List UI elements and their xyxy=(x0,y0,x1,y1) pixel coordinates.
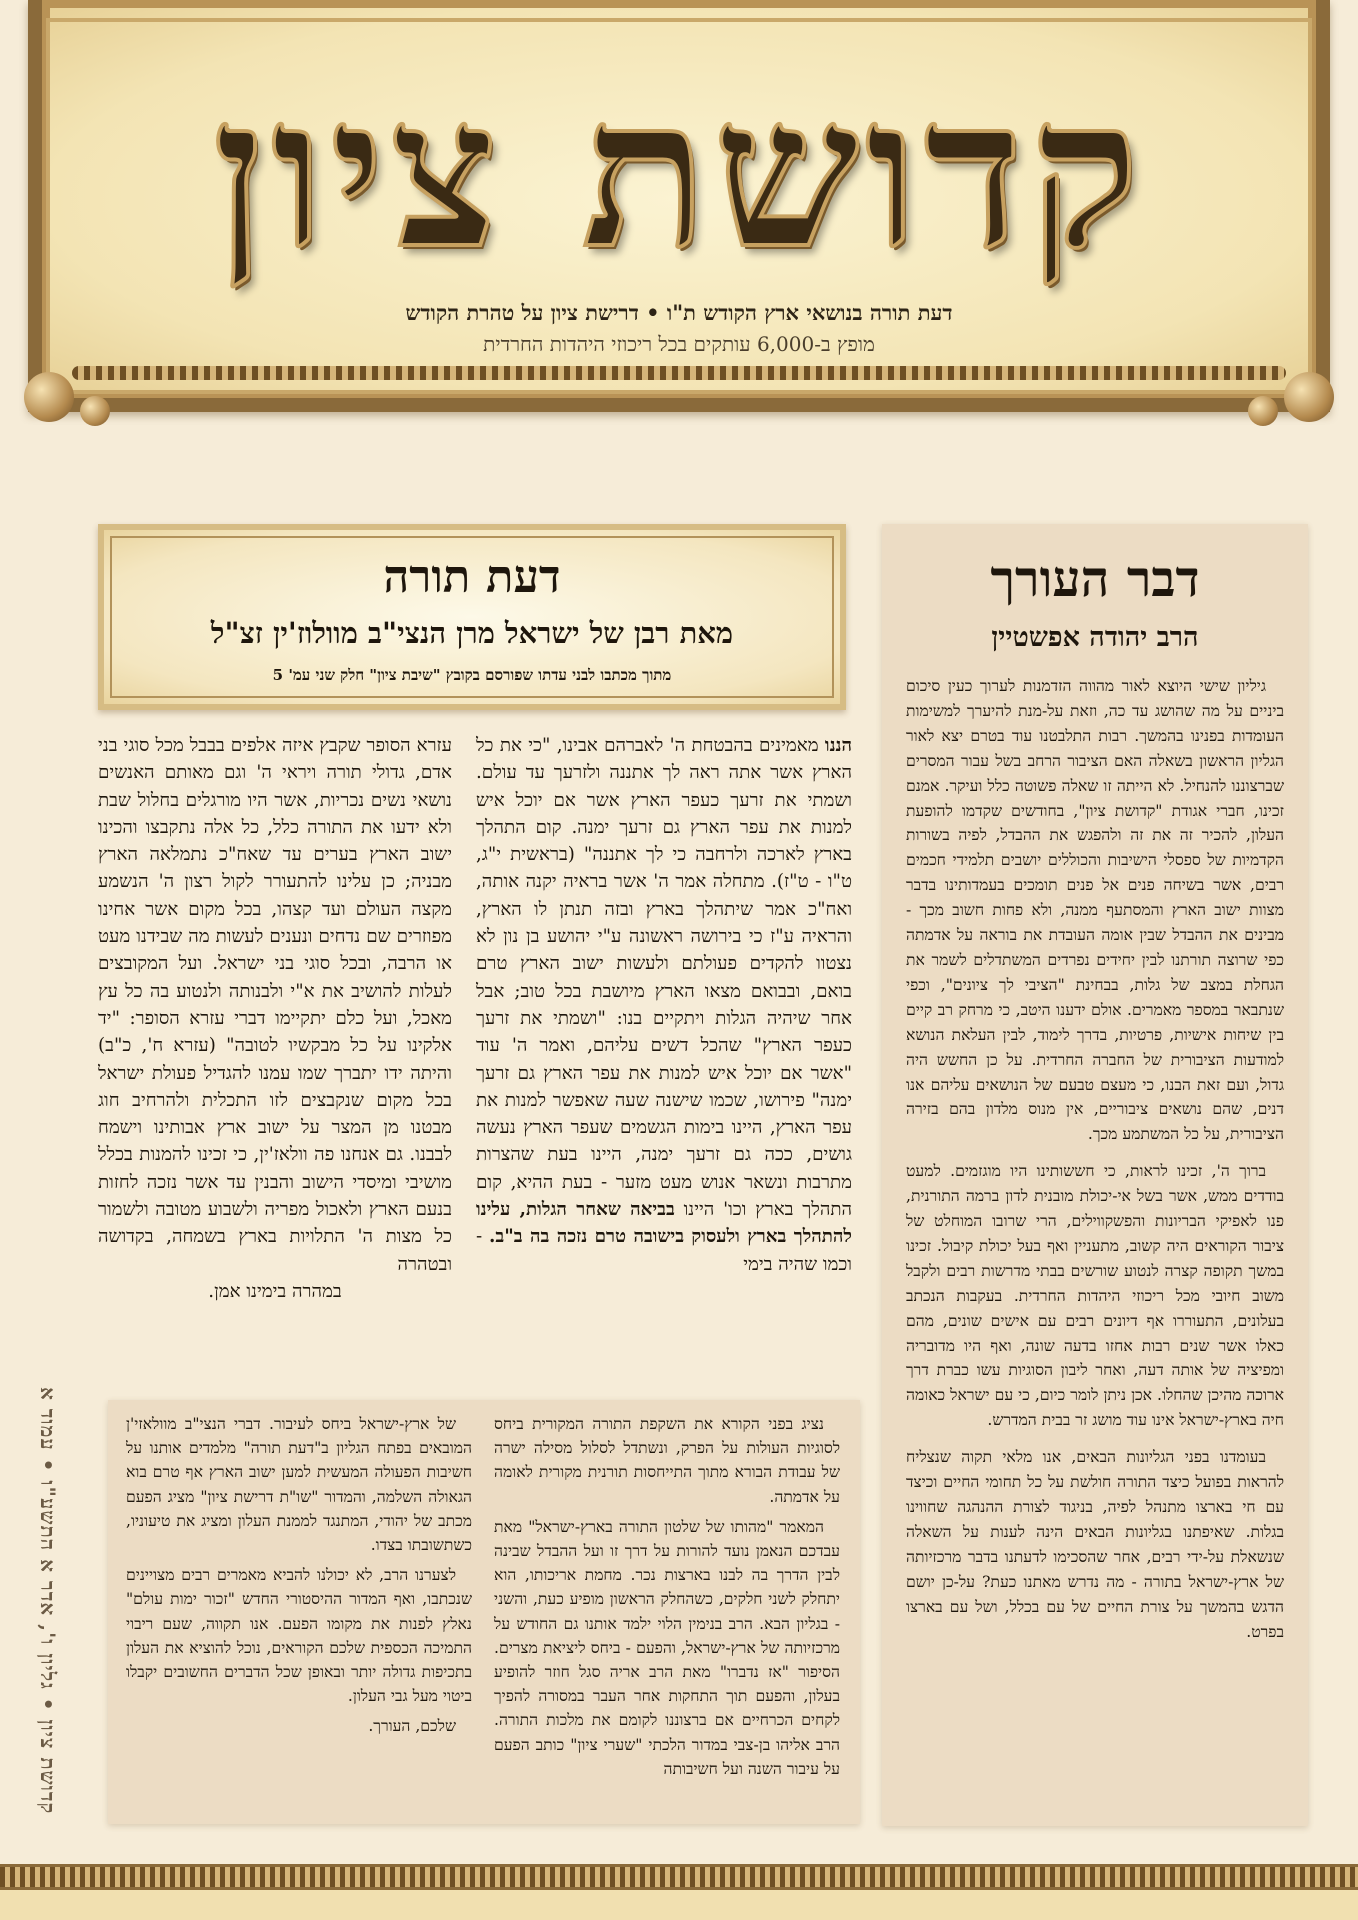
lower-column-left xyxy=(126,1412,472,1816)
text-run: מאמינים בהבטחת ה' לאברהם אבינו, "כי את כל הארץ אשר אתה ראה לך אתננה ולזרעך עד עולם. ושמתי את זרעך כעפר הארץ אשר אם יוכל איש למנות את עפר הארץ גם זרעך ימנה. קום התהלך בארץ לארכה ולרחבה כי לך אתננה" (בראשית י"ג, ט"ו - ט"ז). מתחלה אמר ה' אשר בראיה יקנה אותה, ואח"כ אמר שיתהלך בארץ ובזה תנתן לו הארץ, והראיה ע"ז כי בירושה ראשונה ע"י יהושע בן נון לא נצטוו להקדים פעולתם ולעשות ישוב הארץ טרם בואם, ובבואם מצאו הארץ מיושבת בכל טוב; אבל אחר שיהיה הגלות ויתקיים בנו: "ושמתי את זרעך כעפר הארץ" שהכל דשים עליהם, ואמר ה' עוד "אשר אם יוכל איש למנות את עפר הארץ גם זרעך ימנה" פירושו, שכמו שישנה שעה שאפשר למנות את עפר הארץ, היינו בימות הגשמים שעפר הארץ נעשה גושים, ככה גם זרעך ימנה, היינו בעת שהצרות מתרבות ונשאר אנוש מעט מזער - בעת ההיא, קום התהלך בארץ וכו' היינו xyxy=(476,735,852,1221)
masthead xyxy=(28,0,1330,412)
lead-word: הננו xyxy=(824,735,852,756)
circulation-note: מופץ ב-6,000 עותקים בכל ריכוזי היהדות החרדית xyxy=(483,332,875,356)
ornament-orb-left xyxy=(24,372,74,422)
editor-paragraph: גיליון שישי היוצא לאור מהווה הזדמנות לערוך כעין סיכום ביניים על מה שהושג עד כה, וזאת על-מנת להיערך למשימות העומדות בפנינו בהמשך. רבות התלבטנו עוד בטרם יצא לאור הגליון הראשון בשאלה האם הציבור הרחב בשל עבור המסרים שברצוננו להנחיל. לא הייתה זו שאלה פשוטה כלל ועיקר. אמנם זכינו, חברי אגודת "קדושת ציון", בחודשים שקדמו להופעת העלון, להכיר זה את זה ולהפגש את ההבדל, לפיה בשורות הקדמיות של ספסלי הישיבות והכוללים יושבים תלמידי חכמים רבים, אשר בשיחה פנים אל פנים תומכים בעמדותינו בדבר מצוות ישוב הארץ והמסתעף ממנה, ולא פחות חשוב מכך - מבינים את ההבדל שבין אומה העובדת את בוראה על אדמתה כפי שרוצה תורתנו לבין יחידים נפרדים המשתדלים לשמר את הגחלת במצב של גלות, בבחינת "הציבי לך ציונים", וכפי שנתבאר במספר מאמרים. אולם ידענו היטב, כי מרחק רב קיים בין שיחות אישיות, פרטיות, בדרך לימוד, לבין העלאת הנושא למודעות הציבורית של החברה החרדית. על כן החשש היה גדול, ועם זאת הבנו, כי מעצם טבעם של הנושאים עליהם אנו דנים, שהם נושאים ציבוריים, אין מנוס מלדון בהם בזירה הציבורית, על כל המשתמע מכך. xyxy=(906,677,1284,1144)
text-run: - וכמו שהיה בימי xyxy=(476,1226,852,1275)
vertical-page-footer: קדושת ציון • גליון ו', אדר א התשע"ו • עמוד א xyxy=(36,1387,60,1815)
editor-paragraph: ברוך ה', זכינו לראות, כי חששותינו היו מוגזמים. למעט בודדים ממש, אשר בשל אי-יכולת מובנית לדון ברמה התורנית, פנו לאפיקי הבריונות והפשקווילים, הרי שרובו המוחלט של ציבור הקוראים היה קשוב, מתעניין ואף בעל יכולת קיבול. זכינו במשך תקופה קצרה לנטוע שורשים בבתי מדרשות רבים ולקבל משוב חיובי מכל ריכוזי היהדות החרדית. בעקבות הנכתב בעלונים, התעוררו אף דיונים רבים עם אישים שונים, מהם כאלו אשר שנים רבות אחזו בדעה שונה, ואף היו מדובריה ומפיציה של אותה דעה, ואחר ליבון הסוגיות עשו כברת דרך ארוכה מהיכן שהחלו. אכן ניתן לומר כיום, כי עם ישראל כאומה חיה בארץ-ישראל אינו עוד מושג זר בבית המדרש. xyxy=(906,1162,1284,1430)
editor-author: הרב יהודה אפשטיין xyxy=(991,622,1199,653)
editor-heading: דבר העורך xyxy=(990,549,1200,608)
daat-torah-title: דעת תורה xyxy=(383,550,561,603)
daat-torah-subtitle: מאת רבן של ישראל מרן הנצי"ב מוולוז'ין זצ"ל xyxy=(210,616,734,650)
daat-torah-text: עזרא הסופר שקבץ איזה אלפים בבבל מכל סוגי בני אדם, גדולי תורה ויראי ה' וגם מאותם האנשים נושאי נשים נכריות, אשר היו מורגלים בחלול שבת ולא ידעו את התורה כלל, כל אלה נתקבצו והכינו ישוב הארץ בערים עד שאח"כ נתמלאה הארץ מבניה; כן עלינו להתעורר לקול רצון ה' הנשמע מקצה העולם ועד קצהו, בכל מקום אשר אחינו מפוזרים שם נדחים ונענים לעשות מה שבידנו מעט או הרבה, ובכל סוגי בני ישראל. ועל המקובצים לעלות להושיב את א"י ולבנותה ולנטוע בה כל עץ מאכל, ועל כלם יתקיימו דברי עזרא הסופר: "יד אלקינו על כל מבקשיו לטובה" (עזרא ח', כ"ב) והיתה ידו יתברך שמו עמנו להגדיל פעולת ישראל בכל מקום שנקבצים לזו התכלית ולהרחיב חוג מבטנו מן המצר על ישוב ארץ אבותינו וישמח לבבנו. גם אנחנו פה וולאז'ין, כי זכינו להמנות בכלל מושיבי ומיסדי הישוב והבנין עד אשר נזכה לחזות בנעם הארץ ולאכול מפריה ולשבוע מטובה ולשמור כל מצות ה' התלויות בארץ בשמחה, בקדושה ובטהרה xyxy=(98,735,452,1275)
daat-torah-text xyxy=(476,732,852,1278)
daat-torah-header xyxy=(98,524,846,710)
ornament-orb-right-small xyxy=(1248,396,1278,426)
editor-body xyxy=(906,674,1284,1816)
lower-column-right xyxy=(494,1412,840,1816)
lower-paragraph: של ארץ-ישראל ביחס לעיבור. דברי הנצי"ב מוולאזי'ן המובאים בפתח הגליון ב"דעת תורה" מלמדים אותנו על חשיבות הפעולה המעשית למען ישוב הארץ אף טרם בוא הגאולה השלמה, והמדור "שו"ת דרישת ציון" מציג הפעם מכתב של יהודי, המתנגד לממנת העלון ומציג את טיעוניו, כשתשובתו בצדו. xyxy=(126,1415,472,1555)
daat-torah-column-left xyxy=(98,732,452,1402)
masthead-title: קדושת ציון xyxy=(212,52,1146,294)
lower-paragraph: נציג בפני הקורא את השקפת התורה המקורית ביחס לסוגיות העולות על הפרק, ונשתדל לסלול מסילה ישרה של עבודת הבורא מתוך התייחסות תורנית מקורית לאומה על אדמתה. xyxy=(494,1415,840,1506)
lower-paragraph: לצערנו הרב, לא יכולנו להביא מאמרים רבים מצויינים שנכתבו, ואף המדור ההיסטורי החדש "זכור ימות עולם" נאלץ לפנות את מקומו הפעם. אנו תקווה, שעם ריבוי התמיכה הכספית שלכם הקוראים, נוכל להוציא את העלון בתכיפות גדולה יותר ובאופן שכל הדברים החשובים יקבלו ביטוי מעל גבי העלון. xyxy=(126,1566,472,1706)
bottom-bead-border xyxy=(0,1864,1358,1890)
daat-torah-column-right xyxy=(476,732,852,1402)
daat-torah-source-note: מתוך מכתבו לבני עדתו שפורסם בקובץ "שיבת ציון" חלק שני עמ' 5 xyxy=(272,666,672,684)
lower-editorial-panel xyxy=(108,1400,860,1824)
bottom-strip xyxy=(0,1890,1358,1920)
bold-run: בביאה שאחר הגלות, עלינו להתהלך בארץ ולעסוק בישובה טרם נזכה בה ב"ב. xyxy=(476,1199,852,1248)
daat-torah-closing: במהרה בימינו אמן. xyxy=(208,1280,342,1302)
masthead-tagline: דעת תורה בנושאי ארץ הקודש ת"ו • דרישת ציון על טהרת הקודש xyxy=(405,300,953,325)
editor-paragraph: בעומדנו בפני הגליונות הבאים, אנו מלאי תקוה שנצליח להראות בפועל כיצד התורה חולשת על כל תחומי החיים וכיצד עם חי בארצו מתנהל לפיה, בניגוד לצורת ההנהגה שחווינו בגלות. שאיפתנו בגליונות הבאים הינה לענות על השאלה שנשאלת על-ידי רבים, אחר שהסכימו לדעתנו בדבר מרכזיותה של ארץ-ישראל בתורה - מה נדרש מאתנו כעת? על-כן יושם הדגש בהמשך על צורת החיים של עם בכלל, ושל עם בארצו בפרט. xyxy=(906,1448,1284,1641)
ornament-orb-right xyxy=(1284,372,1334,422)
editor-column xyxy=(882,524,1308,1826)
editor-signoff: שלכם, העורך. xyxy=(368,1717,456,1736)
ornament-orb-left-small xyxy=(80,396,110,426)
masthead-bead-border xyxy=(72,366,1286,380)
lower-paragraph: המאמר "מהותו של שלטון התורה בארץ-ישראל" מאת עבדכם הנאמן נועד להורות על דרך זו ועל ההבדל שבינה לבין הדרך בה לבנו בארצות נכר. מחמת אריכותו, הוא יתחלק לשני חלקים, כשהחלק הראשון מופיע כעת, והשני - בגליון הבא. הרב בנימין הלוי ילמד אותנו גם החודש על מרכזיותה של ארץ-ישראל, והפעם - ביחס ליציאת מצרים. הסיפור "אז נדברו" מאת הרב אריה סגל חוזר להופיע בעלון, והפעם תוך התחקות אחר העבר במסורה להפיך לקחים הכרחיים אם ברצוננו לקומם את מלכות התורה. הרב אליהו בן-צבי במדור הלכתי "שערי ציון" כותב הפעם על עיבור השנה ועל חשיבותה xyxy=(494,1517,840,1778)
